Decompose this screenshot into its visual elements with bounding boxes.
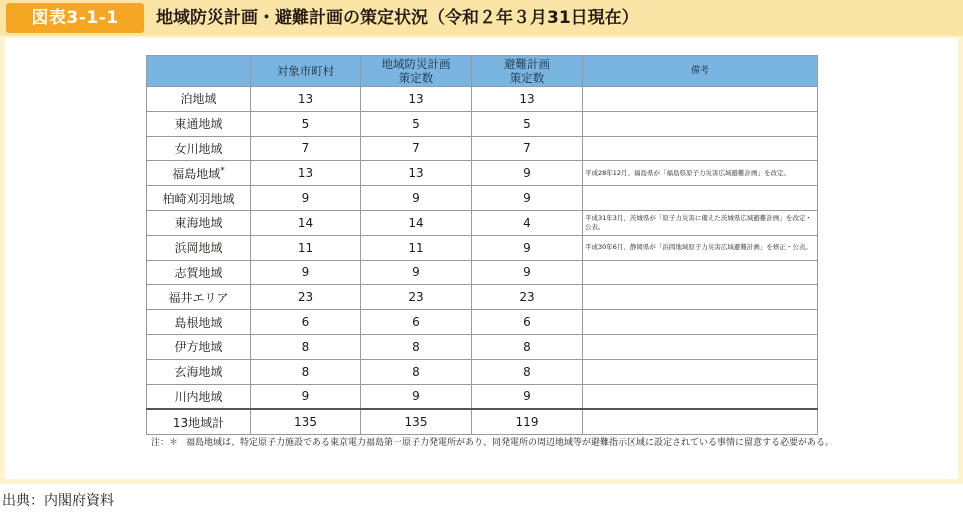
- region-cell: 東海地域: [147, 210, 251, 235]
- remarks-cell: 平成30年6月、静岡県が「浜岡地域原子力災害広域避難計画」を修正・公表。: [583, 235, 818, 260]
- evacuation-plan-cell: 9: [472, 161, 583, 186]
- evacuation-plan-cell: 5: [472, 111, 583, 136]
- remarks-cell: [583, 186, 818, 211]
- title-bar: [0, 0, 963, 36]
- table-row: [147, 235, 818, 260]
- table-header-row: [147, 56, 818, 87]
- region-cell: 柏崎刈羽地域: [147, 186, 251, 211]
- target-cell: 13: [251, 87, 361, 112]
- plan-status-table: [146, 55, 818, 435]
- table-row: [147, 384, 818, 409]
- figure-title: 地域防災計画・避難計画の策定状況（令和２年３月31日現在）: [156, 8, 639, 28]
- disaster-plan-cell: 8: [361, 334, 472, 359]
- region-cell: 浜岡地域: [147, 235, 251, 260]
- remarks-cell: [583, 334, 818, 359]
- total-remarks-cell: [583, 409, 818, 434]
- evacuation-plan-cell: 8: [472, 334, 583, 359]
- disaster-plan-cell: 23: [361, 285, 472, 310]
- header-evacuation-plan-count: [472, 56, 583, 87]
- evacuation-plan-cell: 8: [472, 359, 583, 384]
- region-cell: 福井エリア: [147, 285, 251, 310]
- region-cell: 川内地域: [147, 384, 251, 409]
- disaster-plan-cell: 14: [361, 210, 472, 235]
- target-cell: 9: [251, 186, 361, 211]
- target-cell: 7: [251, 136, 361, 161]
- total-disaster-plan-cell: 135: [361, 409, 472, 434]
- target-cell: 23: [251, 285, 361, 310]
- total-evacuation-plan-cell: 119: [472, 409, 583, 434]
- remarks-cell: [583, 310, 818, 335]
- evacuation-plan-cell: 9: [472, 235, 583, 260]
- disaster-plan-cell: 13: [361, 161, 472, 186]
- target-cell: 8: [251, 334, 361, 359]
- table-row: [147, 186, 818, 211]
- disaster-plan-cell: 9: [361, 384, 472, 409]
- disaster-plan-cell: 9: [361, 186, 472, 211]
- evacuation-plan-cell: 9: [472, 260, 583, 285]
- region-cell: 泊地域: [147, 87, 251, 112]
- disaster-plan-cell: 13: [361, 87, 472, 112]
- footnote-mark: *: [220, 165, 225, 176]
- evacuation-plan-cell: 23: [472, 285, 583, 310]
- region-cell: 島根地域: [147, 310, 251, 335]
- evacuation-plan-cell: 7: [472, 136, 583, 161]
- header-remarks: 備考: [583, 56, 818, 87]
- target-cell: 5: [251, 111, 361, 136]
- remarks-cell: [583, 111, 818, 136]
- table-row: [147, 310, 818, 335]
- figure-number-badge: 図表3-1-1: [6, 3, 144, 33]
- remarks-cell: [583, 87, 818, 112]
- target-cell: 11: [251, 235, 361, 260]
- table-row: [147, 260, 818, 285]
- region-cell: 玄海地域: [147, 359, 251, 384]
- region-cell: 志賀地域: [147, 260, 251, 285]
- target-cell: 9: [251, 260, 361, 285]
- header-evac-line2: 策定数: [509, 71, 545, 85]
- target-cell: 13: [251, 161, 361, 186]
- remarks-cell: 平成28年12月、福島県が「福島県原子力災害広域避難計画」を改定。: [583, 161, 818, 186]
- evacuation-plan-cell: 6: [472, 310, 583, 335]
- region-cell: 伊方地域: [147, 334, 251, 359]
- disaster-plan-cell: 6: [361, 310, 472, 335]
- header-disaster-line2: 策定数: [398, 71, 434, 85]
- total-row: [147, 409, 818, 434]
- evacuation-plan-cell: 9: [472, 186, 583, 211]
- disaster-plan-cell: 11: [361, 235, 472, 260]
- header-disaster-plan-count: [361, 56, 472, 87]
- table-row: [147, 136, 818, 161]
- remarks-cell: [583, 285, 818, 310]
- evacuation-plan-cell: 9: [472, 384, 583, 409]
- header-disaster-line1: 地域防災計画: [381, 57, 451, 71]
- region-cell: 東通地域: [147, 111, 251, 136]
- source-credit: 出典：内閣府資料: [2, 493, 114, 509]
- remarks-cell: [583, 359, 818, 384]
- table-row: [147, 161, 818, 186]
- footnote-label: 注：＊: [151, 438, 179, 448]
- disaster-plan-cell: 8: [361, 359, 472, 384]
- table-row: [147, 87, 818, 112]
- disaster-plan-cell: 7: [361, 136, 472, 161]
- table-row: [147, 285, 818, 310]
- target-cell: 9: [251, 384, 361, 409]
- table-row: [147, 210, 818, 235]
- remarks-cell: [583, 260, 818, 285]
- table-row: [147, 111, 818, 136]
- target-cell: 14: [251, 210, 361, 235]
- disaster-plan-cell: 5: [361, 111, 472, 136]
- footnote-text: 福島地域は、特定原子力施設である東京電力福島第一原子力発電所があり、同発電所の周辺地域等が避難指示区域に設定されている事情に留意する必要がある。: [186, 438, 835, 448]
- total-label-cell: 13地域計: [147, 409, 251, 434]
- region-cell: 福島地域*: [147, 161, 251, 186]
- evacuation-plan-cell: 13: [472, 87, 583, 112]
- remarks-cell: 平成31年3月、茨城県が「原子力災害に備えた茨城県広域避難計画」を改定・公表。: [583, 210, 818, 235]
- table-row: [147, 359, 818, 384]
- header-evac-line1: 避難計画: [504, 57, 550, 71]
- disaster-plan-cell: 9: [361, 260, 472, 285]
- header-target-municipalities: 対象市町村: [251, 56, 361, 87]
- target-cell: 8: [251, 359, 361, 384]
- remarks-cell: [583, 384, 818, 409]
- region-cell: 女川地域: [147, 136, 251, 161]
- header-region: [147, 56, 251, 87]
- total-target-cell: 135: [251, 409, 361, 434]
- remarks-cell: [583, 136, 818, 161]
- table-row: [147, 334, 818, 359]
- target-cell: 6: [251, 310, 361, 335]
- evacuation-plan-cell: 4: [472, 210, 583, 235]
